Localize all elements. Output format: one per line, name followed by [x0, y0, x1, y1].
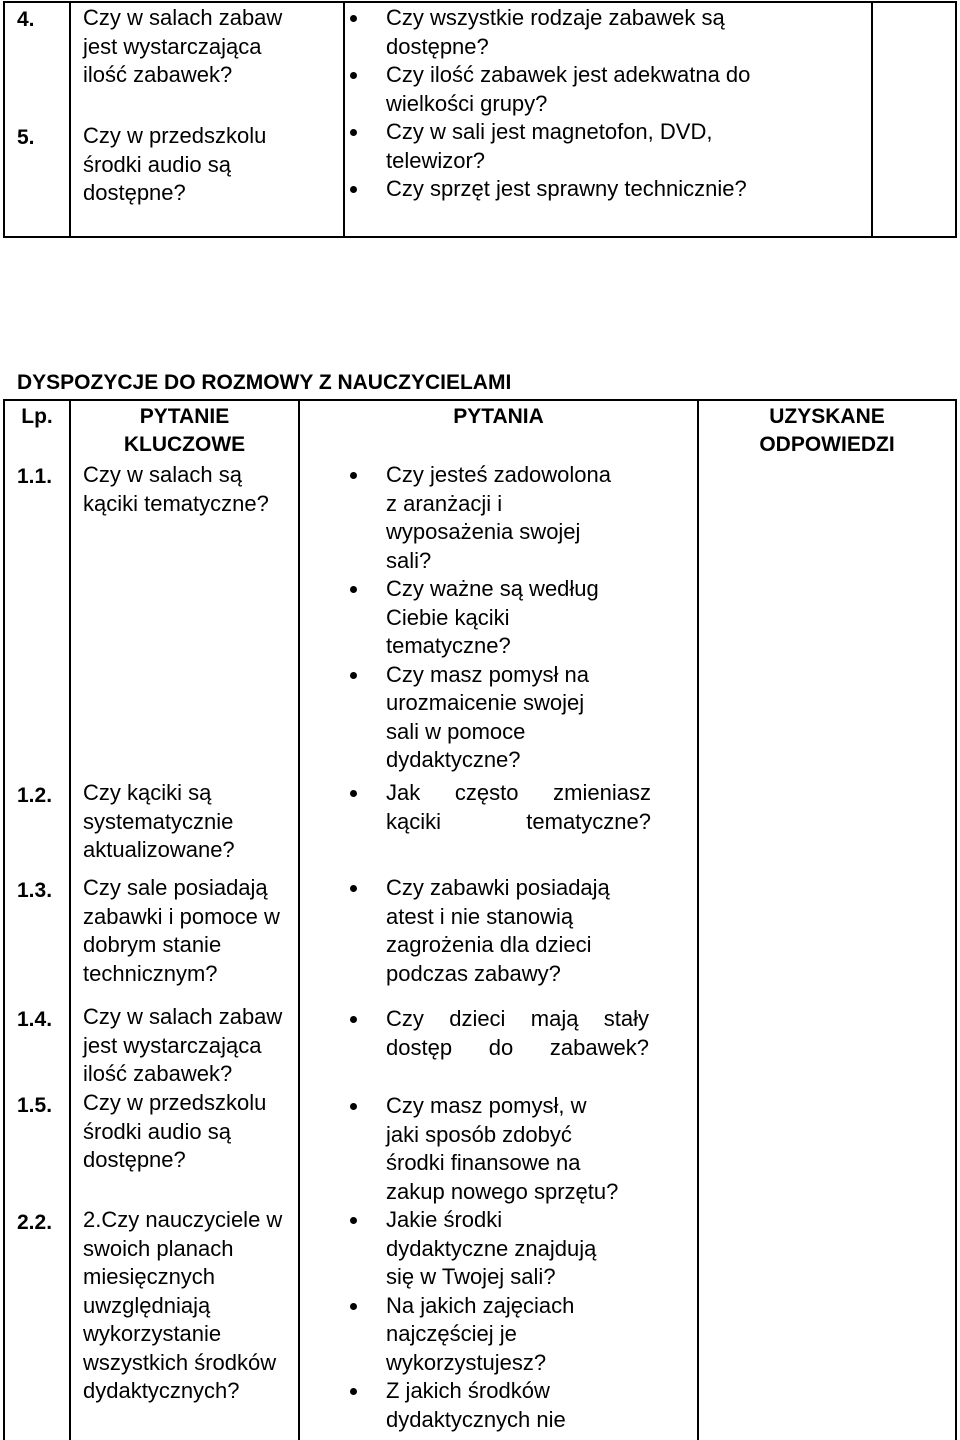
row-number: 1.2.: [17, 784, 53, 807]
list-item: Czy w sali jest magnetofon, DVD, telewizor?: [346, 118, 866, 175]
row-number: 1.3.: [17, 879, 53, 902]
header-key-question: PYTANIE KLUCZOWE: [123, 405, 246, 456]
list-item: Czy dzieci mają stały dostęp do zabawek?: [346, 1005, 649, 1062]
row-number: 5.: [17, 126, 35, 149]
key-question: Czy w salach zabaw jest wystarczająca ilość zabawek?: [83, 1004, 283, 1086]
table-divider-1: [69, 399, 71, 1440]
header-lp: Lp.: [21, 405, 53, 428]
header-answers: UZYSKANE ODPOWIEDZI: [759, 405, 895, 456]
key-question: Czy w salach zabaw jest wystarczająca ilość zabawek?: [83, 5, 283, 87]
row-number: 2.2.: [17, 1211, 53, 1234]
row-number: 1.5.: [17, 1094, 53, 1117]
list-item: Czy sprzęt jest sprawny technicznie?: [346, 175, 866, 204]
top-questions-list: [346, 4, 866, 204]
row-number: 1.4.: [17, 1008, 53, 1031]
questions-list: [346, 779, 651, 836]
list-item: Czy masz pomysł, w jaki sposób zdobyć środki finansowe na zakup nowego sprzętu?: [346, 1092, 692, 1206]
row-number: 4.: [17, 8, 35, 31]
key-question: Czy sale posiadają zabawki i pomoce w dobrym stanie technicznym?: [83, 875, 280, 986]
list-item: Na jakich zajęciach najczęściej je wykorzystujesz?: [346, 1292, 692, 1378]
top-table-border-bottom: [3, 236, 957, 238]
list-item: Z jakich środków dydaktycznych nie: [346, 1377, 692, 1434]
questions-list: [346, 1005, 649, 1062]
key-question: Czy w przedszkolu środki audio są dostępne?: [83, 1090, 267, 1172]
questions-list: [346, 1092, 692, 1206]
header-questions: PYTANIA: [453, 405, 544, 428]
questions-list: [346, 461, 692, 775]
questions-list: [346, 874, 692, 988]
key-question: Czy w salach są kąciki tematyczne?: [83, 462, 269, 516]
table-divider-2: [298, 399, 300, 1440]
list-item: Jak często zmieniasz kąciki tematyczne?: [346, 779, 651, 836]
key-question: Czy kąciki są systematycznie aktualizowane?: [83, 780, 235, 862]
list-item: Czy wszystkie rodzaje zabawek są dostępne?: [346, 4, 866, 61]
table-divider-3: [697, 399, 699, 1440]
top-table-divider-2: [343, 1, 345, 238]
top-table-divider-3: [871, 1, 873, 238]
list-item: Czy jesteś zadowolona z aranżacji i wyposażenia swojej sali?: [346, 461, 692, 575]
key-question: 2.Czy nauczyciele w swoich planach miesięcznych uwzględniają wykorzystanie wszystkich środków dydaktycznych?: [83, 1207, 283, 1403]
list-item: Czy ilość zabawek jest adekwatna do wielkości grupy?: [346, 61, 866, 118]
top-table-divider-1: [69, 1, 71, 238]
questions-list: [346, 1206, 692, 1434]
list-item: Czy zabawki posiadają atest i nie stanowią zagrożenia dla dzieci podczas zabawy?: [346, 874, 692, 988]
table-border-right: [955, 399, 957, 1440]
key-question: Czy w przedszkolu środki audio są dostępne?: [83, 123, 267, 205]
section-title: DYSPOZYCJE DO ROZMOWY Z NAUCZYCIELAMI: [17, 371, 512, 394]
top-table-border-right: [955, 1, 957, 238]
list-item: Czy ważne są według Ciebie kąciki tematyczne?: [346, 575, 692, 661]
list-item: Czy masz pomysł na urozmaicenie swojej sali w pomoce dydaktyczne?: [346, 661, 692, 775]
top-table-border-top: [3, 1, 957, 3]
table-border-top: [3, 399, 957, 401]
top-table-border-left: [3, 1, 5, 238]
table-border-left: [3, 399, 5, 1440]
list-item: Jakie środki dydaktyczne znajdują się w Twojej sali?: [346, 1206, 692, 1292]
row-number: 1.1.: [17, 465, 53, 488]
